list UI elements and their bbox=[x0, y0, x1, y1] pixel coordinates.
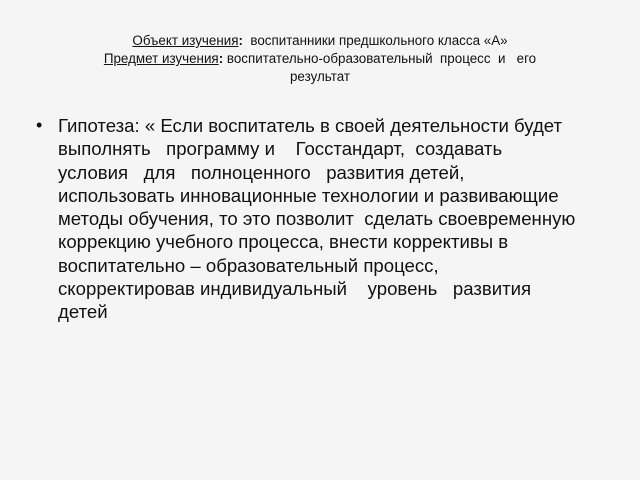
subject-of-study-value-continued: результат bbox=[289, 69, 350, 84]
subject-of-study-line bbox=[30, 50, 610, 68]
hypothesis-line: использовать инновационные технологии и развивающие bbox=[58, 184, 559, 206]
hypothesis-line: коррекцию учебного процесса, внести коррективы в bbox=[58, 231, 509, 253]
object-of-study-value: воспитанники предшкольного класса «А» bbox=[242, 33, 508, 48]
subject-of-study-value: воспитательно-образовательный процесс и его bbox=[223, 51, 537, 66]
hypothesis-line: условия для полноценного развития детей, bbox=[58, 161, 465, 183]
object-of-study-label: Объект изучения bbox=[132, 33, 239, 48]
slide-header bbox=[30, 32, 610, 86]
hypothesis-list bbox=[36, 114, 616, 324]
subject-of-study-label: Предмет изучения bbox=[103, 51, 219, 66]
hypothesis-line: выполнять программу и Госстандарт, создавать bbox=[58, 138, 503, 160]
subject-of-study-colon: : bbox=[218, 51, 224, 66]
hypothesis-line: воспитательно – образовательный процесс, bbox=[58, 254, 439, 276]
bullet-icon: • bbox=[36, 115, 43, 135]
hypothesis-line: скорректировав индивидуальный уровень развития bbox=[58, 278, 532, 300]
hypothesis-text bbox=[58, 114, 616, 324]
hypothesis-item bbox=[36, 114, 616, 324]
object-of-study-colon: : bbox=[238, 33, 243, 48]
hypothesis-line: методы обучения, то это позволит сделать своевременную bbox=[58, 208, 576, 230]
object-of-study-line bbox=[30, 32, 610, 50]
hypothesis-line: детей bbox=[58, 301, 108, 323]
hypothesis-line: Гипотеза: « Если воспитатель в своей деятельности будет bbox=[58, 115, 563, 136]
